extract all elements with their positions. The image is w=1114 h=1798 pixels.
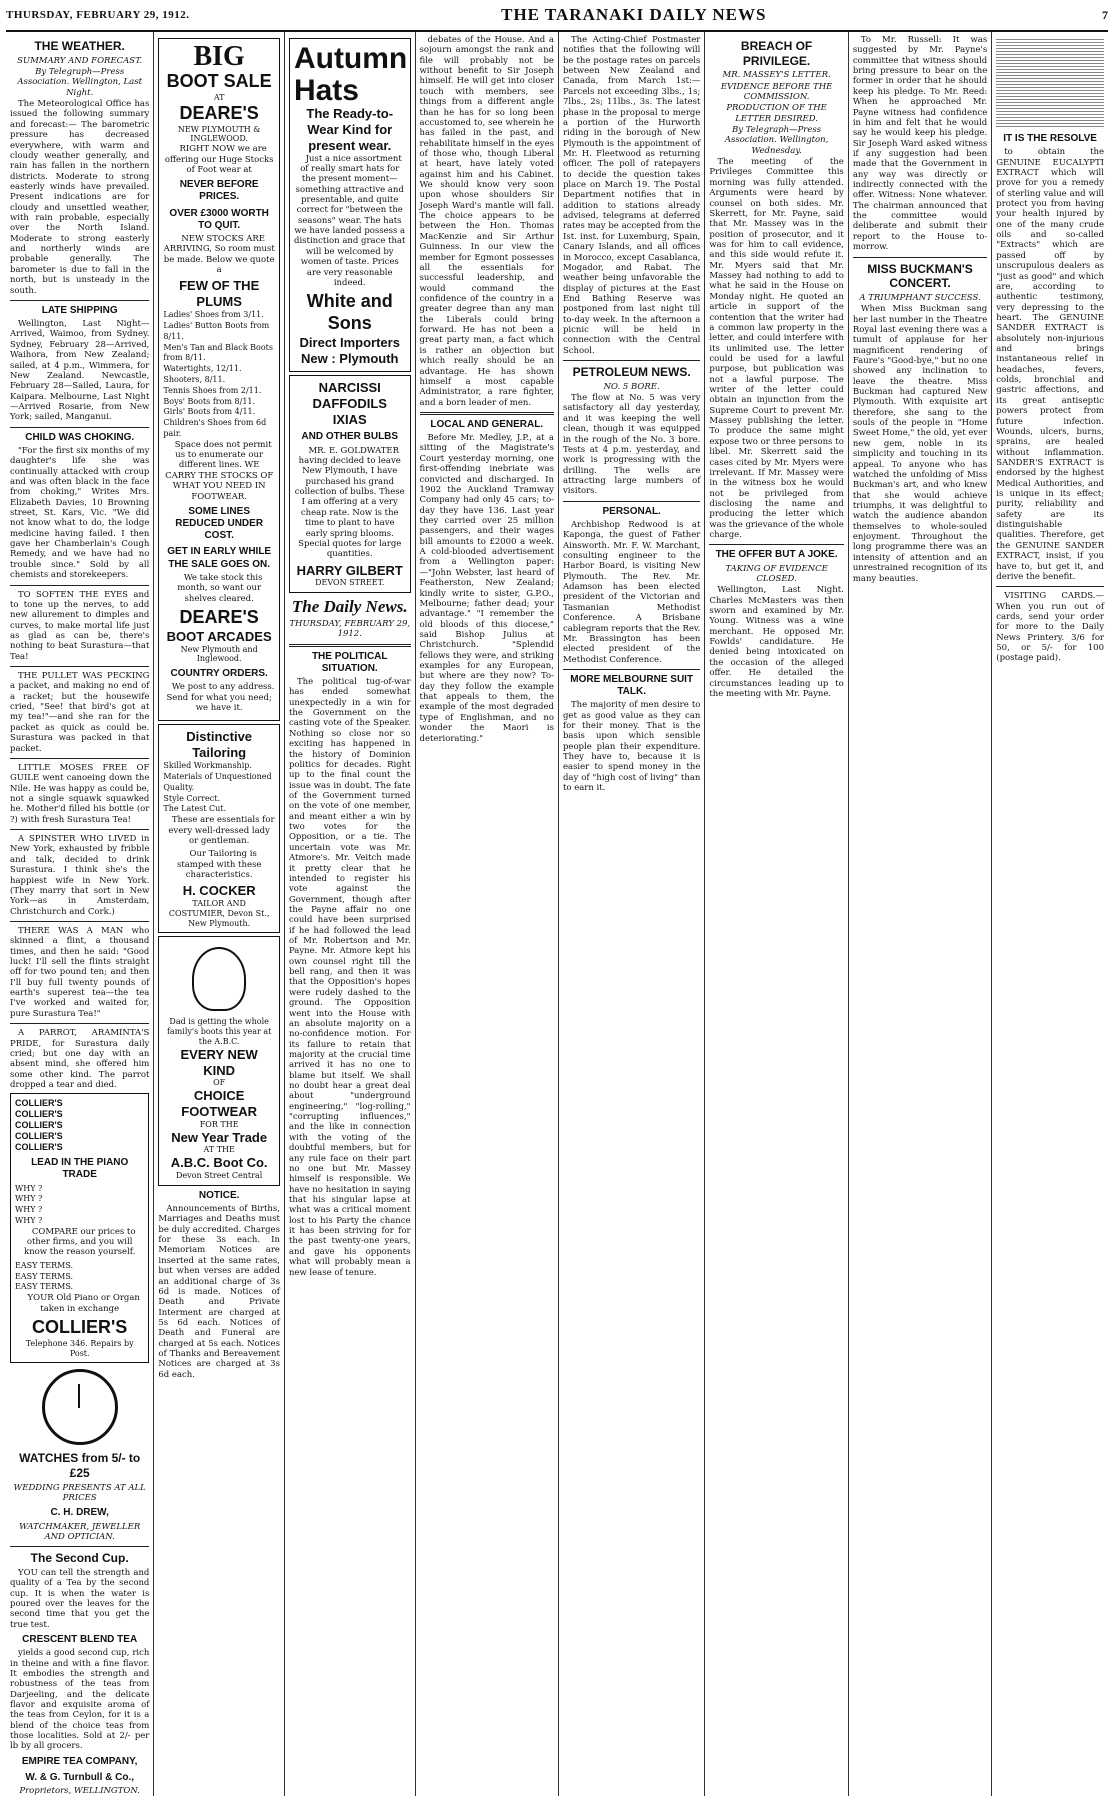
breach-byline: By Telegraph—Press Association. Wellington, Wednesday. [724, 125, 829, 156]
notice-text: Announcements of Births, Marriages and Deaths must be duly accredited. Charges for these 3s each. In Memoriam Notices are inserted at the same rates, but when verses are added an additional charge of 3s 6d is made. Notices of Death and Private Interment are charged at 5s 6d each. Notices of Death and Funeral are charged at 5s each. Notices of Thanks and Bereavement Notices are charged at 3s 6d each. [158, 1204, 280, 1380]
divider [10, 666, 149, 667]
why-line: WHY ? [15, 1215, 43, 1225]
big-word: BIG [193, 41, 245, 72]
colliers-big: COLLIER'S [32, 1316, 128, 1337]
page-number: 7 [1102, 7, 1108, 22]
watches-heading: WATCHES from 5/- to £25 [19, 1451, 141, 1481]
of-word: OF [213, 1078, 226, 1088]
column-1 [6, 32, 154, 1796]
local-general-text: Before Mr. Medley, J.P., at a sitting of the Magistrate's Court yesterday morning, one first-offending inebriate was convicted and discharged. In 1902 the Auckland Tramway Company had only 45 cars; to-day they have 136. Last year they carried over 25 million passengers, and their wages bill amounts to £2000 a week. A cold-blooded advertisement from a Wellington paper:—"John Webster, last heard of Featherston, New Zealand; kindly write to sister, G.P.O., Melbourne; father dead; your advantage." "I remember the old bloods of this diocese," said Bishop Julius at Christchurch. "Splendid fellows they were, and striking examples for any European, but where are they now? To-day they follow the example that appeals to them, the example of the most degraded type of Englishman, and no wonder the Maori is deteriorating." [419, 433, 554, 744]
plum-item: Girls' Boots from 4/11. [163, 407, 256, 417]
autumn-hats-title: Autumn Hats [293, 42, 408, 107]
colliers-repeat [15, 1098, 144, 1153]
concert-heading: MISS BUCKMAN'S CONCERT. [867, 261, 973, 291]
child-text: "For the first six months of my daughter's life she was continually attacked with croup and was often black in the face from choking," Writes Mrs. Elizabeth Davies, 10 Browning street, St. Kars, Vic. "We did not know what to do, the lodge medicine having failed. I then gave her Chamberlain's Cough Remedy, and we have had no trouble since." Sold by all chemists and storekeepers. [10, 445, 150, 581]
second-cup-heading: The Second Cup. [30, 1551, 129, 1566]
plum-item: Tennis Shoes from 2/11. [163, 385, 262, 395]
column-5 [559, 32, 705, 1796]
weather-text: The Meteorological Office has issued the following summary and forecast:— The barometric pressure has decreased everywhere, with warm and cloudy weather generally, and rain has fallen in the northern districts. Moderate to strong easterly winds have prevailed. Present indications are for cloudy and unsettled weather, with rain probable, especially over the North Island. Moderate to strong easterly and northerly winds are probable generally. The barometer is due to fall in the north, but is unsteady in the south. [10, 99, 150, 296]
plum-item: Ladies' Shoes from 3/11. [163, 310, 264, 320]
masthead-date: THURSDAY, FEBRUARY 29, 1912. [6, 9, 190, 21]
white-and-sons: White and Sons [306, 291, 393, 334]
divider [563, 360, 700, 361]
divider [10, 1023, 149, 1024]
colliers-line: COLLIER'S [15, 1131, 63, 1142]
evidence-closed: TAKING OF EVIDENCE CLOSED. [725, 563, 828, 584]
local-general-heading: LOCAL AND GENERAL. [430, 418, 544, 430]
child-heading: CHILD WAS CHOKING. [25, 431, 135, 443]
stock-text: We take stock this month, so want our shelves cleared. [177, 572, 263, 604]
massey-letter: MR. MASSEY'S LETTER. [722, 70, 831, 81]
new-plymouth: New : Plymouth [300, 351, 399, 367]
divider [10, 829, 149, 830]
at-word: AT [213, 92, 225, 102]
tailoring-text-2: Our Tailoring is stamped with these characteristics. [176, 849, 262, 880]
no5-bore: NO. 5 BORE. [603, 381, 660, 392]
concert-text: When Miss Buckman sang her last number in the Theatre Royal last evening there was a tumult of applause for her magnificent rendering of Faure's "Good-bye," but no one showed any inclination to leave the theatre. Miss Buckman had captured New Plymouth. With exquisite art therefore, she sang to the souls of the people in "Home Sweet Home," the old, yet ever new gem, noble in its simplicity and touching in its appeal. To anyone who has watched the unfolding of Miss Buckman's art, and who knew that she would achieve triumphs, it was delightful to watch the audience abandon themselves to whole-souled enjoyment. Throughout the long programme there was an intensity of attention and an unrestrained recognition of its many beauties. [852, 304, 988, 584]
production-letter: PRODUCTION OF THE LETTER DESIRED. [726, 103, 827, 124]
bulbs-text: MR. E. GOLDWATER having decided to leave New Plymouth, I have purchased his grand collection of bulbs. These I am offering at a very cheap rate. Now is the time to plant to have early spring blooms. Special quotes for large quantities. [294, 445, 405, 560]
column-2 [154, 32, 285, 1796]
intro-text: RIGHT NOW we are offering our Huge Stocks of Foot wear at [164, 144, 274, 175]
devon-street: DEVON STREET. [315, 578, 385, 588]
why-line: WHY ? [15, 1194, 43, 1204]
divider [563, 669, 700, 670]
illegible-block [996, 39, 1104, 129]
divider [10, 758, 149, 759]
big-boot-sale-ad [158, 38, 280, 721]
divider [10, 300, 149, 301]
tailoring-list [163, 761, 275, 815]
proprietors: Proprietors, WELLINGTON. [19, 1786, 140, 1796]
every-new-kind: EVERY NEW KIND [180, 1046, 258, 1078]
plums-list [163, 310, 275, 440]
plum-item: Watertights, 12/11. [163, 364, 242, 374]
evidence-commission: EVIDENCE BEFORE THE COMMISSION. [720, 81, 833, 102]
space-text: Space does not permit us to enumerate our different lines. WE CARRY THE STOCKS OF WHAT YOU NEED IN FOOTWEAR. [165, 439, 274, 502]
new-year-trade: New Year Trade [171, 1129, 268, 1145]
editorial-continued: debates of the House. And a sojourn amongst the rank and file will probably not be without benefit to Sir Joseph himself. He will get into closer touch with members, see things from a different angle than he has for so long been accustomed to, see wherein he has failed in the past, and rehabilitate himself in the eyes of those who, though Liberal at heart, have lately voted against him and his Cabinet. We should know very soon upon whose shoulders Sir Joseph Ward's mantle will fall. The choice appears to be between the Hon. Thomas MacKenzie and Sir Arthur Guinness. In our view the member for Egmont possesses all the essentials for successful leadership, and would command the confidence of the country in a greater degree than any man the Liberals could bring forward. He has not been a great party man, a fact which is rather an objection but which really should be an advantage. He has shown himself a most capable Administrator, a rare fighter, and a born leader of men. [419, 35, 554, 408]
ixias: IXIAS [332, 411, 367, 427]
resolve-text: to obtain the GENUINE EUCALYPTI EXTRACT which will prove for you a remedy of sterling value and will protect you from having your health injured by one of the many crude oils and so-called "Extracts" which are passed off by unscrupulous dealers as "just as good" and which are, according to authentic testimony, very depressing to the heart. The GENUINE SANDER EXTRACT is absolutely non-injurious and brings instantaneous relief in headaches, fevers, colds, bronchial and gastric affections, and its great antiseptic powers protect from future infection. Wounds, ulcers, burns, sprains, are healed without inflammation. SANDER'S EXTRACT is endorsed by the highest Medical Authorities, and is unique in its effect; purity, reliability and safety are its distinguishable qualities. Therefore, get the GENUINE SANDER EXTRACT, insist, if you have to, but get it, and derive the benefit. [996, 147, 1104, 582]
resolve-heading: IT IS THE RESOLVE [1003, 133, 1097, 144]
divider [10, 585, 149, 586]
plum-item: Ladies' Button Boots from 8/11. [163, 320, 270, 341]
divider [289, 644, 411, 647]
why-line: WHY ? [15, 1183, 43, 1193]
cocker-name: H. COCKER [182, 883, 256, 899]
never-before: NEVER BEFORE PRICES. [179, 179, 259, 203]
tailoring-title: Distinctive Tailoring [186, 729, 253, 761]
daily-news-date: THURSDAY, FEBRUARY 29, 1912. [289, 618, 411, 640]
breach-heading: BREACH OF PRIVILEGE. [740, 39, 813, 68]
weather-subheading: SUMMARY AND FORECAST. [17, 55, 143, 66]
child-illustration [192, 947, 246, 1011]
petroleum-heading: PETROLEUM NEWS. [572, 365, 691, 380]
why-line: WHY ? [15, 1205, 43, 1215]
divider [996, 586, 1104, 587]
wedding-text: WEDDING PRESENTS AT ALL PRICES [13, 1482, 146, 1503]
melbourne-text: The majority of men desire to get as good value as they can for their money. That is the basis upon which sensible people plan their expenditure. They have to, because it is easier to spend money in the day of "high cost of living" than to earn it. [562, 700, 701, 794]
abc-ad [158, 936, 280, 1185]
crescent-text: yields a good second cup, rich in theine and with a fine flavor. It embodies the strength and robustness of the teas from Darjeeling, and the delicate flavor and exquisite aroma of the teas from Ceylon, for it is a blend of the choice teas from those localities. Sold at 2/- per lb by all grocers. [10, 1648, 150, 1752]
for-word: FOR THE [199, 1119, 239, 1129]
lines-reduced: SOME LINES REDUCED UNDER COST. [175, 505, 264, 542]
tailoring-text: These are essentials for every well-dressed lady or gentleman. [168, 815, 275, 846]
masthead-title: THE TARANAKI DAILY NEWS [501, 5, 767, 24]
deares-location-2: New Plymouth and Inglewood. [180, 644, 258, 664]
easy-terms-list [15, 1261, 144, 1293]
daffodils: DAFFODILS [312, 395, 387, 411]
ready-to-wear: The Ready-to-Wear Kind for present wear. [306, 106, 394, 153]
choice-footwear: CHOICE FOOTWEAR [181, 1088, 258, 1119]
colliers-ad [10, 1093, 149, 1363]
country-orders: COUNTRY ORDERS. [170, 668, 268, 680]
easy-terms-line: EASY TERMS. [15, 1260, 74, 1270]
divider [709, 544, 843, 545]
at-the-word: AT THE [203, 1145, 235, 1155]
column-3 [285, 32, 416, 1796]
tailoring-item: Materials of Unquestioned Quality. [163, 771, 272, 792]
divider [10, 921, 149, 922]
deares-name-2: DEARE'S [179, 606, 259, 627]
weather-byline: By Telegraph—Press Association. Wellington, Last Night. [17, 66, 143, 98]
boot-sale-word: BOOT SALE [166, 71, 272, 91]
plum-item: Men's Tan and Black Boots from 8/11. [163, 342, 273, 363]
shipping-heading: LATE SHIPPING [41, 304, 118, 316]
why-list [15, 1184, 144, 1227]
autumn-hats-ad [289, 38, 411, 372]
offer-heading: THE OFFER BUT A JOKE. [715, 549, 838, 561]
colliers-line: COLLIER'S [15, 1098, 63, 1109]
melbourne-heading: MORE MELBOURNE SUIT TALK. [570, 673, 694, 698]
boot-arcades: BOOT ARCADES [166, 628, 272, 644]
daily-news-masthead: The Daily News. [291, 597, 408, 617]
surastura-ad-3: LITTLE MOSES FREE OF GUILE went canoeing down the Nile. He was happy as could be, not a single squawk squawked he. Mother'd filled his bottle (or ?) with fresh Surastura Tea! [10, 762, 150, 825]
get-in-early: GET IN EARLY WHILE THE SALE GOES ON. [167, 546, 272, 570]
offer-text: Wellington, Last Night. Charles McMasters was then sworn and examined by Mr. Young. Witness was a wine merchant. He opposed Mr. Fowlds' candidature. He denied being intoxicated on the occasion of the alleged offer. He detailed the circumstances leading up to the meeting with Mr. Payne. [709, 585, 844, 699]
column-6 [705, 32, 848, 1796]
big-boot-title [163, 43, 275, 71]
drew-sub: WATCHMAKER, JEWELLER AND OPTICIAN. [19, 1521, 141, 1542]
piano-heading: LEAD IN THE PIANO TRADE [31, 1157, 129, 1181]
divider [853, 257, 987, 258]
abc-boot-co: A.B.C. Boot Co. [170, 1155, 268, 1171]
plum-item: Shooters, 8/11. [163, 374, 226, 384]
local-notes-text: The Acting-Chief Postmaster notifies that the following will be the postage rates on parcels between New Zealand and Canada, from March 1st:—Parcels not exceeding 3lbs., 1s; 7lbs., 2s; 11lbs., 3s. The latest phase in the proposal to merge a portion of the Hurworth riding in the borough of New Plymouth is the appointment of Mr. H. Fleetwood as returning officer. The poll of ratepayers to decide the question takes place on March 19. The Postal Department notifies that in addition to stations already advised, telegrams at deferred rates may be accepted from the Ist. inst. for Luxemburg, Spain, Canary Islands, and all offices in Morocco, except Casablanca, Mogador, and Rabat. The weather being unfavorable the display of pictures at the East End Bathing Reserve was postponed from last night till to-day week. In the afternoon a picnic will be held in connection with the Central School. [562, 35, 701, 356]
new-stocks: NEW STOCKS ARE ARRIVING, So room must be made. Below we quote a [163, 233, 275, 276]
tailoring-item: Skilled Workmanship. [163, 761, 252, 771]
divider [563, 501, 700, 502]
column-7 [849, 32, 992, 1796]
devon-central: Devon Street Central [176, 1171, 263, 1181]
hats-text: Just a nice assortment of really smart hats for the present moment—something attractive and presentable, and quite correct for "between the seasons" wear. The hats we have landed possess a distinction and grace that will be welcomed by women of taste. Prices are very reasonable indeed. [294, 153, 406, 288]
plum-item: Children's Shoes from 6d pair. [163, 418, 267, 438]
plum-item: Boys' Boots from 8/11. [163, 396, 256, 406]
political-text: The political tug-of-war has ended somewhat unexpectedly in a win for the Government on the casting vote of the Speaker. Nothing so close nor so exciting has happened in the history of Dominion politics for decades. Right up to the final count the issue was in doubt. The fate of the Government turned on the vote of one member, and meant either a win by two votes for the Opposition, or a tie. The uncertain vote was Mr. Atmore's. Mr. Veitch made it pretty clear that he intended to register his vote against the Government, though after the Payne affair no one could have been surprised if he had followed the lead of Mr. Robertson and Mr. Payne. Mr. Atmore kept his own counsel right till the bell rang, and then it was that the Opposition's hopes were rudely dashed to the ground. The Opposition went into the House with an absolute majority on a no-confidence motion. For its failure to retain that majority at the crucial time arrived it has no one to blame but itself. We shall no doubt hear a great deal about "underground engineering," "log-rolling," "corrupting influences," and the like in connection with the voting of the doubtful members, but for any rule face on their part no one but Mr. Massey himself is responsible. We have no hesitation in saying that his singular lapse at what was a critical moment lost to his Party the chance it has been striving for for the past twenty-one years, and gave his opponents what will probably mean a new lease of tenure. [288, 677, 411, 1278]
colliers-tel: Telephone 346. Repairs by Post. [25, 1338, 134, 1358]
tailoring-item: Style Correct. [163, 793, 220, 803]
tailoring-ad [158, 724, 280, 933]
colliers-line: COLLIER'S [15, 1120, 63, 1131]
direct-importers: Direct Importers [299, 335, 400, 351]
over-3000: OVER £3000 WORTH TO QUIT. [169, 207, 269, 231]
surastura-ad-2: THE PULLET WAS PECKING a packet, and making no end of a racket; but the housewife cried, "See! that bird's got at my tea!"—and she ran for the packet as quick as could be. Surastura was packed in that packet. [10, 671, 150, 754]
political-heading: THE POLITICAL SITUATION. [311, 650, 388, 674]
abc-small: Dad is getting the whole family's boots this year at the A.B.C. [166, 1017, 272, 1046]
narcissi: NARCISSI [318, 379, 381, 395]
exchange-text: YOUR Old Piano or Organ taken in exchange [27, 1293, 140, 1314]
deares-location: NEW PLYMOUTH & INGLEWOOD. [177, 124, 261, 144]
compare-text: COMPARE our prices to other firms, and you will know the reason yourself. [24, 1226, 136, 1258]
masthead [6, 0, 1108, 32]
breach-continued: To Mr. Russell: It was suggested by Mr. Payne's committee that witness should bring pressure to bear on the former in order that he should keep his pledge. To Mr. Reed: When he approached Mr. Payne witness had confidence in him and felt that he would say he would keep his pledge. Sir Joseph Ward asked witness if any suggestion had been made that the Government in any way was directly or indirectly connected with the offer. Witness: None whatever. The chairman announced that the committee would deliberate and submit their report to the House to-morrow. [852, 35, 988, 253]
watch-illustration [42, 1369, 118, 1445]
colliers-line: COLLIER'S [15, 1109, 63, 1120]
surastura-ad-1: TO SOFTEN THE EYES and to tone up the nerves, to add new allurement to dimples and curves, to make mortal life just as glad as can be, there's nothing to beat Surastura—that Tea! [10, 589, 150, 662]
divider [420, 412, 554, 415]
surastura-ad-4: A SPINSTER WHO LIVED in New York, exhausted by fribble and talk, decided to drink Surastura. I think she's the happiest wife in New York. (They marry that sort in New York—as in Amsterdam, Christchurch and Cork.) [10, 834, 150, 917]
deares-name: DEARE'S [179, 102, 259, 123]
divider [10, 427, 149, 428]
tailoring-item: The Latest Cut. [163, 804, 227, 814]
personal-heading: PERSONAL. [602, 505, 661, 517]
notice-heading: NOTICE. [198, 1189, 240, 1201]
columns [6, 32, 1108, 1796]
weather-heading: THE WEATHER. [34, 39, 125, 53]
easy-terms-line: EASY TERMS. [15, 1282, 74, 1292]
cocker-sub: TAILOR AND COSTUMIER, Devon St., New Plymouth. [168, 899, 270, 928]
surastura-ad-5: THERE WAS A MAN who skinned a flint, a thousand times, and then he said: "Good luck! I'll sell the flints straight off for two pound ten; and then I'll buy full twenty pounds of earth's superest tea—the tea I've worked and waited for, pure Surastura Tea!" [10, 925, 150, 1019]
drew-name: C. H. DREW, [50, 1507, 109, 1519]
petroleum-text: The flow at No. 5 was very satisfactory all day yesterday, and it was keeping the well clean, though it was equipped in the rough of the No. 3 bore. Tests at 4 p.m. yesterday, and work is progressing with the drilling. The wells are attracting large numbers of visitors. [562, 393, 701, 497]
turnbull: W. & G. Turnbull & Co., [25, 1772, 135, 1784]
divider [10, 1546, 149, 1547]
visiting-cards: VISITING CARDS.— When you run out of cards, send your order for more to the Daily News Printery. 3/6 for 50, or 5/- for 100 (postage paid). [996, 591, 1104, 664]
personal-text: Archbishop Redwood is at Kaponga, the guest of Father Ainsworth. Mr. F. W. Marchant, consulting engineer to the Harbor Board, is visiting New Plymouth. The Rev. Mr. Adamson has been elected president of the Victorian and Tasmanian Methodist Conference. A Brisbane cablegram reports that the Rev. Mr. Brassington has been elected president of the Methodist Conference. [562, 519, 701, 665]
crescent-heading: CRESCENT BLEND TEA [22, 1634, 138, 1646]
post-text: We post to any address. Send for what you need; we have it. [166, 682, 275, 714]
other-bulbs: AND OTHER BULBS [301, 431, 399, 443]
column-4 [416, 32, 559, 1796]
colliers-line: COLLIER'S [15, 1142, 63, 1153]
triumphant-success: A TRIUMPHANT SUCCESS. [859, 292, 981, 303]
shipping-text: Wellington, Last Night—Arrived, Waimoo, from Sydney. Sydney, February 28—Arrived, Waihora, from New Zealand; sailed, at 4 p.m., Wimmera, for New Zealand. Newcastle, February 28—Sailed, Laura, for Kaipara. Melbourne, Last Night—Arrived Rosarie, from New York; sailed, Manganui. [10, 319, 150, 423]
bulbs-ad [289, 375, 411, 593]
second-cup-text: YOU can tell the strength and quality of a Tea by the second cup. It is when the water is poured over the leaves for the second time that you get the true test. [10, 1567, 150, 1630]
easy-terms-line: EASY TERMS. [15, 1271, 74, 1281]
few-plums: FEW OF THE PLUMS [179, 278, 260, 310]
surastura-ad-6: A PARROT, ARAMINTA'S PRIDE, for Surastura daily cried; but one day with an absent mind, she offered him some other kind. The parrot dropped a tear and died. [10, 1028, 150, 1090]
column-8 [992, 32, 1108, 1796]
breach-text: The meeting of the Privileges Committee this morning was fully attended. Arguments were heard by counsel on both sides. Mr. Skerrett, for Mr. Payne, said that Mr. Massey was in the position of prosecutor, and it was for him to call evidence, and this side would refute it. Mr. Myers said that Mr. Massey had nothing to add to what he said in the House on Monday night. He quoted an article in support of the contention that the writer had a common law property in the letter, and could interfere with its unlimited use. The letter could be used for a lawful purpose, but publication was not a lawful purpose. The writer of the letter could obtain an injunction from the Supreme Court to prevent Mr. Massey publishing the letter. To produce the same might expose two or three persons to libel. Mr. Skerrett said the cases cited by Mr. Myers were irrelevant. If Mr. Massey were in the witness box he would not be privileged from disclosing the name and producing the letter which was the grievance of the whole charge. [709, 157, 844, 541]
harry-gilbert: HARRY GILBERT [296, 562, 403, 578]
empire-tea: EMPIRE TEA COMPANY, [21, 1755, 138, 1767]
